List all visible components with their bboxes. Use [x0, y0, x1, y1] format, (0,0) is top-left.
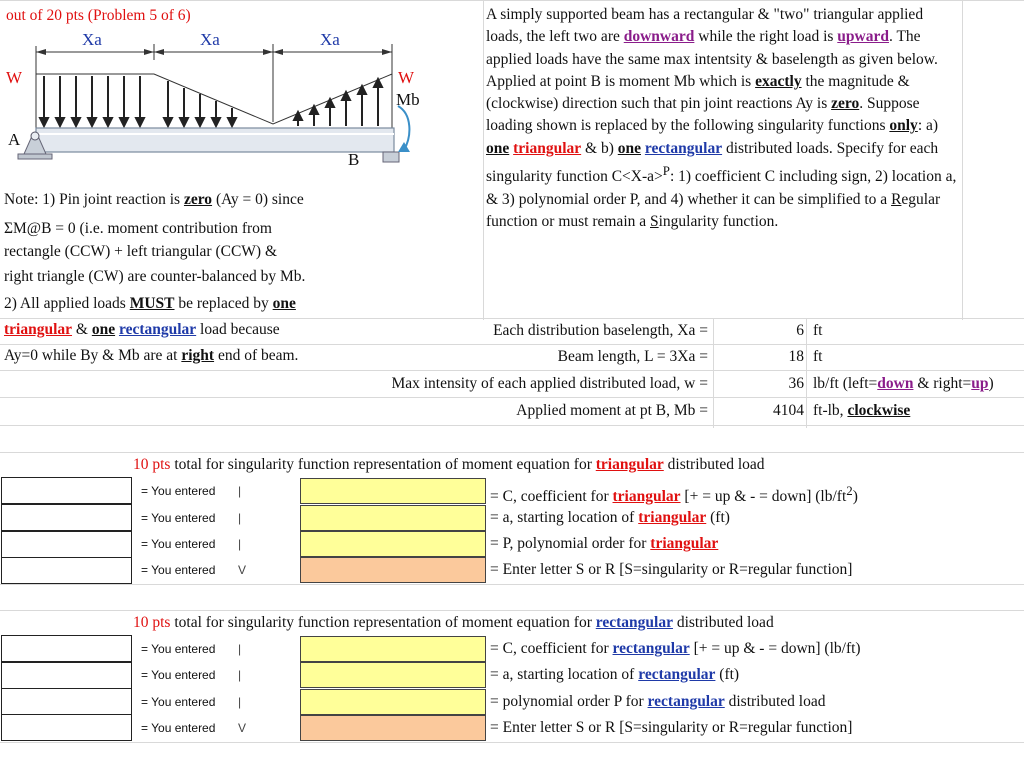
you-entered-label: = You entered	[141, 642, 216, 656]
grid-line	[0, 584, 1024, 585]
param-value: 18	[788, 348, 804, 365]
answer-cell-p[interactable]	[300, 689, 486, 715]
points-header: out of 20 pts (Problem 5 of 6)	[6, 7, 191, 24]
answer-cell-a[interactable]	[300, 505, 486, 531]
answer-cell-type[interactable]	[300, 715, 486, 741]
param-value: 36	[788, 375, 804, 392]
grid-line	[0, 452, 1024, 453]
answer-cell-type[interactable]	[300, 557, 486, 583]
row-description: = Enter letter S or R [S=singularity or R=regular function]	[490, 561, 853, 578]
entered-value: V	[238, 563, 247, 577]
row-description: = P, polynomial order for triangular	[490, 535, 719, 552]
entered-value: |	[238, 537, 242, 551]
param-label: Applied moment at pt B, Mb =	[516, 402, 708, 419]
answer-cell-p[interactable]	[300, 531, 486, 557]
param-unit: ft	[813, 322, 823, 339]
grid-line	[0, 425, 1024, 426]
row-description: = a, starting location of triangular (ft)	[490, 509, 730, 526]
xa-label-2: Xa	[200, 30, 220, 49]
section-title: 10 pts total for singularity function representation of moment equation for triangular distributed load	[133, 456, 765, 473]
section-title: 10 pts total for singularity function representation of moment equation for rectangular distributed load	[133, 614, 774, 631]
problem-statement: A simply supported beam has a rectangular & "two" triangular applied loads, the left two are downward while the right load is upward. The applied loads have the same max intentsity & baselength as given below. Applied at point B is moment Mb which is exactly the magnitude & (clockwise) direction such that pin joint reactions Ay is zero. Suppose loading shown is replaced by the following singularity functions only: a) one triangular & b) one rectangular distributed loads. Specify for each singularity function C<X-a>$^P$: 1) coefficient C including sign, 2) location a, & 3) polynomial order P, and 4) whether it can be simplified to a Regular function or must remain a Singularity function.	[486, 6, 957, 230]
answer-input[interactable]	[1, 662, 132, 689]
xa-label-1: Xa	[82, 30, 102, 49]
answer-input[interactable]	[1, 477, 132, 504]
you-entered-label: = You entered	[141, 695, 216, 709]
w-right-label: W	[398, 68, 415, 87]
you-entered-label: = You entered	[141, 668, 216, 682]
row-description: = a, starting location of rectangular (ft)	[490, 666, 740, 683]
answer-cell-a[interactable]	[300, 662, 486, 688]
row-description: = polynomial order P for rectangular distributed load	[490, 693, 826, 710]
keyword-rectangular: rectangular	[644, 139, 723, 157]
param-value: 6	[796, 322, 804, 339]
answer-input[interactable]	[1, 557, 132, 584]
entered-value: |	[238, 484, 242, 498]
mb-label: Mb	[396, 90, 420, 109]
you-entered-label: = You entered	[141, 511, 216, 525]
param-label: Max intensity of each applied distributed load, w =	[391, 375, 708, 392]
keyword-downward: downward	[623, 28, 695, 46]
you-entered-label: = You entered	[141, 537, 216, 551]
answer-input[interactable]	[1, 531, 132, 558]
answer-cell-c[interactable]	[300, 636, 486, 662]
you-entered-label: = You entered	[141, 721, 216, 735]
entered-value: |	[238, 642, 242, 656]
grid-line	[0, 742, 1024, 743]
row-description: = C, coefficient for triangular [+ = up & - = down] $(lb/ft^2)$	[490, 483, 858, 506]
row-description: = C, coefficient for rectangular [+ = up & - = down] (lb/ft)	[490, 640, 861, 657]
entered-value: |	[238, 668, 242, 682]
keyword-upward: upward	[837, 28, 889, 46]
beam-diagram	[0, 24, 440, 174]
param-label: Beam length, L = 3Xa =	[557, 348, 708, 365]
grid-line	[483, 0, 484, 320]
entered-value: |	[238, 695, 242, 709]
entered-value: V	[238, 721, 247, 735]
param-unit: lb/ft (left=down & right=up)	[813, 375, 994, 392]
param-unit: ft	[813, 348, 823, 365]
grid-line	[0, 0, 1024, 1]
param-value: 4104	[773, 402, 804, 419]
grid-line	[0, 344, 1024, 345]
grid-line	[962, 0, 963, 320]
point-b-label: B	[348, 150, 360, 169]
grid-line	[0, 610, 1024, 611]
beam-diagram-svg	[0, 24, 440, 174]
w-left-label: W	[6, 68, 23, 87]
answer-input[interactable]	[1, 714, 132, 741]
grid-line	[713, 318, 714, 428]
answer-cell-c[interactable]	[300, 478, 486, 504]
entered-value: |	[238, 511, 242, 525]
param-label: Each distribution baselength, Xa =	[493, 322, 708, 339]
xa-label-3: Xa	[320, 30, 340, 49]
you-entered-label: = You entered	[141, 484, 216, 498]
param-unit: ft-lb, clockwise	[813, 402, 911, 419]
row-description: = Enter letter S or R [S=singularity or R=regular function]	[490, 719, 853, 736]
answer-input[interactable]	[1, 688, 132, 715]
you-entered-label: = You entered	[141, 563, 216, 577]
answer-input[interactable]	[1, 635, 132, 662]
grid-line	[806, 318, 807, 428]
answer-input[interactable]	[1, 504, 132, 531]
point-a-label: A	[8, 130, 21, 149]
keyword-triangular: triangular	[513, 139, 582, 157]
